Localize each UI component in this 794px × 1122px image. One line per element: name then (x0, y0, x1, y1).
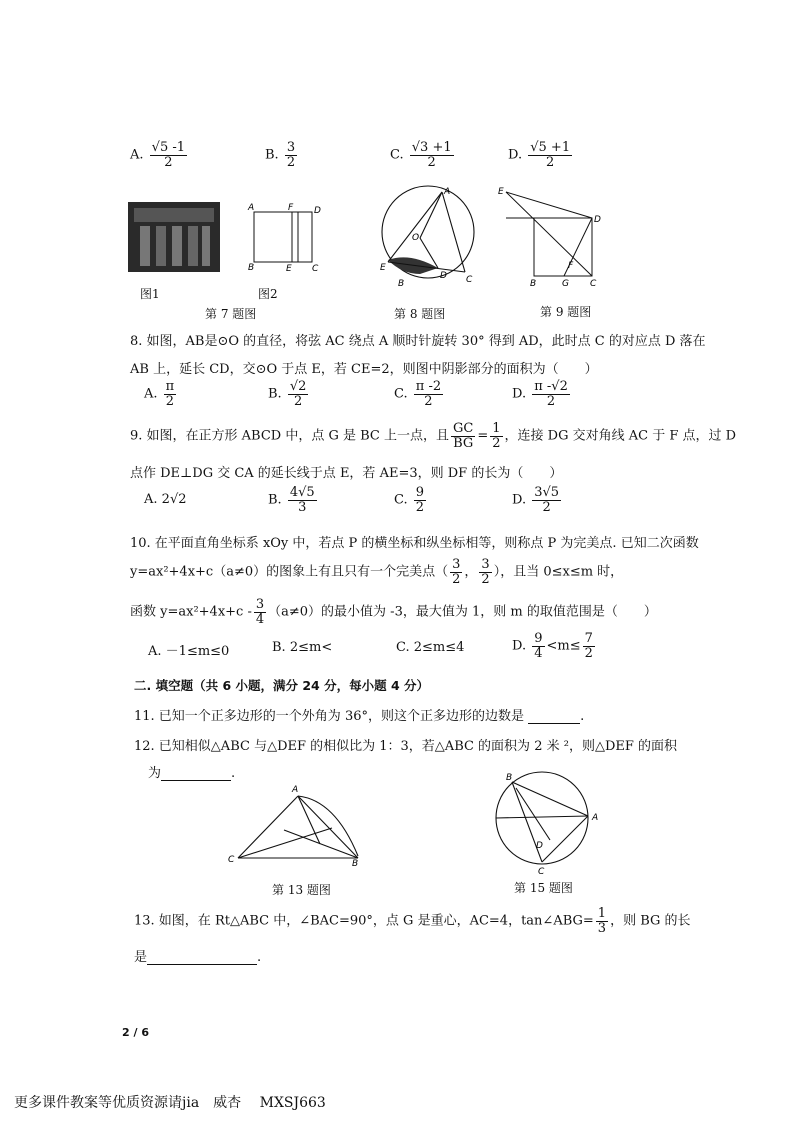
q8-option-a: A. $\frac{\pi}{2}$ (144, 379, 175, 409)
q7-option-a: A. $\frac{√5 -1}{2}$ (130, 140, 186, 170)
q7-option-d: D. $\frac{√5 +1}{2}$ (508, 140, 571, 170)
q10-question-line1: 10. 在平面直角坐标系 xOy 中，若点 P 的横坐标和纵坐标相等，则称点 P 为完美点. 已知二次函数 (130, 536, 699, 551)
fig2-label-f: F (288, 203, 294, 213)
page-number: 2 / 6 (122, 1026, 149, 1039)
q9-square-figure (506, 192, 592, 276)
fig2-label-a: A (248, 203, 255, 213)
q15-label-b: B (506, 773, 513, 783)
q10-option-c: C. 2≤m≤4 (396, 640, 465, 655)
q13-triangle-figure (238, 796, 358, 858)
q15-label-c: C (538, 867, 545, 877)
q9-question-line1: 9. 如图，在正方形 ABCD 中，点 G 是 BC 上一点，且 $\frac{GC}{BG}$ = $\frac{1}{2}$ ，连接 DG 交对角线 AC 于 F 点，过 D (130, 421, 737, 451)
fig2-label-d: D (314, 206, 321, 216)
q8-question-line2: AB 上，延长 CD，交⊙O 于点 E，若 CE=2，则图中阴影部分的面积为（ ） (130, 362, 598, 377)
q8-label-c: C (466, 275, 473, 285)
q10-option-b: B. 2≤m< (272, 640, 333, 655)
q9-option-c: C. $\frac{9}{2}$ (394, 485, 425, 515)
q13-label-c: C (228, 855, 235, 865)
q9-figure-caption: 第 9 题图 (540, 305, 592, 319)
q8-figure-caption: 第 8 题图 (394, 307, 446, 321)
q12-question-line1: 12. 已知相似△ABC 与△DEF 的相似比为 1：3，若△ABC 的面积为 2 米 ²，则△DEF 的面积 (134, 739, 678, 754)
q8-label-a: A (444, 187, 451, 197)
q9-label-f: F (568, 261, 574, 271)
q12-question-line2: 为 . (148, 766, 236, 781)
q8-option-c: C. $\frac{\pi -2}{2}$ (394, 379, 442, 409)
fig2-rectangle (254, 212, 312, 262)
q13-label-b: B (352, 859, 359, 869)
q9-question-line2: 点作 DE⊥DG 交 CA 的延长线于点 E，若 AE=3，则 DF 的长为（ ） (130, 466, 563, 481)
q15-label-a: A (592, 813, 599, 823)
q13-answer-blank[interactable] (147, 964, 257, 965)
q10-question-line3: 函数 y=ax²+4x+c - $\frac{3}{4}$ （a≠0）的最小值为 -3，最大值为 1，则 m 的取值范围是（ ） (130, 597, 657, 627)
figures-row-2 (220, 770, 620, 880)
q8-label-d: D (440, 271, 447, 281)
figures-row-1 (120, 182, 700, 300)
q13-figure-caption: 第 13 题图 (272, 883, 331, 897)
q8-label-b: B (398, 279, 405, 289)
q7-option-b: B. $\frac{3}{2}$ (265, 140, 296, 170)
q8-label-e: E (380, 263, 386, 273)
q8-label-o: O (412, 233, 420, 243)
q13-label-a: A (292, 785, 299, 795)
q8-option-b: B. $\frac{√2}{2}$ (268, 379, 307, 409)
fig1-caption: 图1 (140, 287, 160, 301)
q11-answer-blank[interactable] (528, 723, 580, 724)
q9-option-d: D. $\frac{3√5}{2}$ (512, 485, 560, 515)
q9-label-g: G (562, 279, 569, 289)
q10-question-line2: y=ax²+4x+c（a≠0）的图象上有且只有一个完美点（ $\frac{3}{2}$ ， $\frac{3}{2}$ ），且当 0≤x≤m 时， (130, 557, 624, 587)
q8-question-line1: 8. 如图，AB是⊙O 的直径，将弦 AC 绕点 A 顺时针旋转 30° 得到 AD，此时点 C 的对应点 D 落在 (130, 334, 706, 349)
q9-label-e: E (498, 187, 504, 197)
q9-label-b: B (530, 279, 537, 289)
q13-question-line1: 13. 如图，在 Rt△ABC 中，∠BAC=90°，点 G 是重心，AC=4，tan∠ABG= $\frac{1}{3}$ ，则 BG 的长 (134, 906, 691, 936)
footer-promo: 更多课件教案等优质资源请jia 威杏 MXSJ663 (14, 1095, 326, 1111)
fig2-label-e: E (286, 264, 292, 274)
q9-label-c: C (590, 279, 597, 289)
fig2-label-c: C (312, 264, 319, 274)
q7-figure-caption: 第 7 题图 (205, 307, 257, 321)
q11-question: 11. 已知一个正多边形的一个外角为 36°，则这个正多边形的边数是 . (134, 709, 585, 724)
fig2-caption: 图2 (258, 287, 278, 301)
q8-option-d: D. $\frac{\pi -√2}{2}$ (512, 379, 568, 409)
q15-label-d: D (536, 841, 543, 851)
q10-option-d: D. $\frac{9}{4}$ <m≤ $\frac{7}{2}$ (512, 631, 593, 661)
q9-option-a: A. 2√2 (144, 492, 187, 507)
q9-label-d: D (594, 215, 601, 225)
q13-question-line2: 是 . (134, 950, 262, 965)
fig1-photo (128, 202, 220, 272)
q8-circle-figure (382, 186, 474, 278)
q7-option-c: C. $\frac{√3 +1}{2}$ (390, 140, 452, 170)
section2-heading: 二. 填空题（共 6 小题，满分 24 分，每小题 4 分） (134, 678, 430, 693)
q10-option-a: A. －1≤m≤0 (148, 644, 230, 659)
q15-figure-caption: 第 15 题图 (514, 881, 573, 895)
fig2-label-b: B (248, 263, 255, 273)
q9-option-b: B. $\frac{4√5}{3}$ (268, 485, 315, 515)
